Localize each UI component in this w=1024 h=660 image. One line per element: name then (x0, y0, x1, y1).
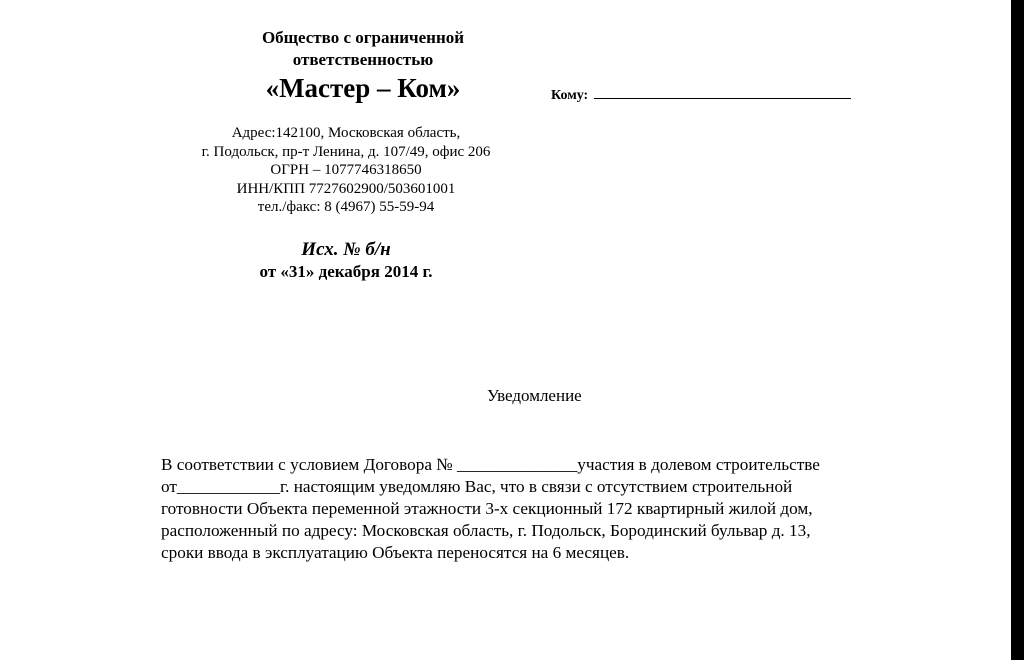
recipient-blank-line (594, 84, 851, 99)
sender-address-block (146, 124, 546, 217)
company-legal-form-line2: ответственностью (292, 50, 434, 69)
body-line: В соответствии с условием Договора № ______________участия в долевом строительстве (161, 455, 820, 474)
document-title: Уведомление (487, 386, 582, 405)
address-line-1: Адрес:142100, Московская область, (231, 125, 461, 141)
reference-number: Исх. № б/н (301, 239, 391, 260)
company-legal-form-line1: Общество с ограниченной (261, 28, 465, 47)
document-body (161, 454, 921, 564)
recipient-field (551, 84, 851, 104)
address-line-2: г. Подольск, пр-т Ленина, д. 107/49, офис 206 (201, 143, 491, 160)
recipient-label: Кому: (551, 88, 589, 103)
body-line: расположенный по адресу: Московская область, г. Подольск, Бородинский бульвар д. 13, (161, 521, 811, 540)
reference-date: от «31» декабря 2014 г. (259, 262, 433, 281)
inn-kpp: ИНН/КПП 7727602900/503601001 (236, 180, 456, 197)
outgoing-reference (196, 239, 496, 283)
body-line: от____________г. настоящим уведомляю Вас, что в связи с отсутствием строительной (161, 477, 793, 496)
phone-fax: тел./факс: 8 (4967) 55-59-94 (257, 199, 435, 215)
ogrn: ОГРН – 1077746318650 (270, 162, 422, 178)
body-line: сроки ввода в эксплуатацию Объекта переносятся на 6 месяцев. (161, 543, 630, 562)
company-name: «Мастер – Ком» (265, 73, 461, 103)
body-line: готовности Объекта переменной этажности 3-х секционный 172 квартирный жилой дом, (161, 499, 813, 518)
letterhead (186, 27, 540, 105)
